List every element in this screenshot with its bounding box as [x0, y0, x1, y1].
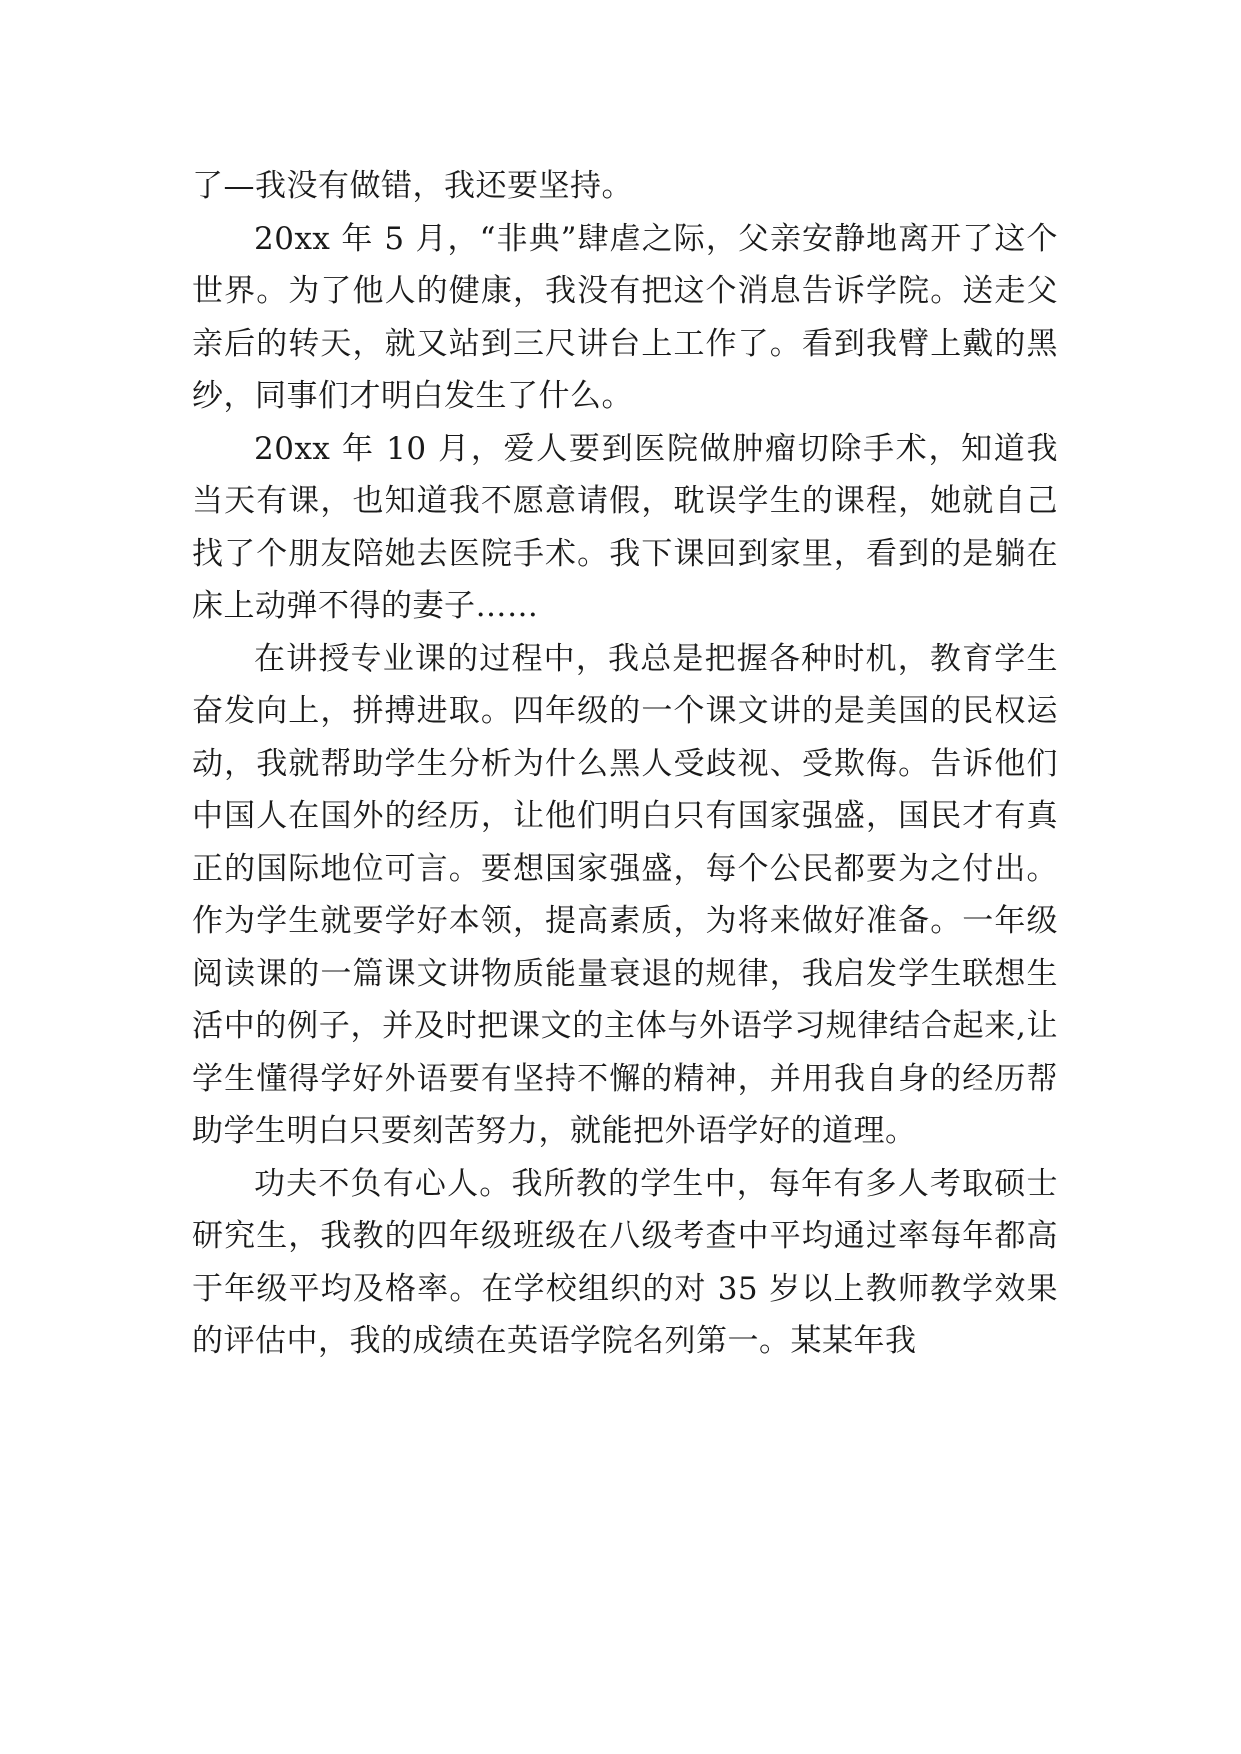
paragraph-3: 20xx 年 10 月，爱人要到医院做肿瘤切除手术，知道我当天有课，也知道我不愿意请假，耽误学生的课程，她就自己找了个朋友陪她去医院手术。我下课回到家里，看到的是躺在床上动弹不得的妻子…… [192, 430, 1058, 624]
paragraph-4: 在讲授专业课的过程中，我总是把握各种时机，教育学生奋发向上，拼搏进取。四年级的一个课文讲的是美国的民权运动，我就帮助学生分析为什么黑人受歧视、受欺侮。告诉他们中国人在国外的经历，让他们明白只有国家强盛，国民才有真正的国际地位可言。要想国家强盛，每个公民都要为之付出。作为学生就要学好本领，提高素质，为将来做好准备。一年级阅读课的一篇课文讲物质能量衰退的规律，我启发学生联想生活中的例子，并及时把课文的主体与外语学习规律结合起来,让学生懂得学好外语要有坚持不懈的精神，并用我自身的经历帮助学生明白只要刻苦努力，就能把外语学好的道理。 [192, 640, 1058, 1149]
paragraph-2: 20xx 年 5 月，“非典”肆虐之际，父亲安静地离开了这个世界。为了他人的健康，我没有把这个消息告诉学院。送走父亲后的转天，就又站到三尺讲台上工作了。看到我臂上戴的黑纱，同事们才明白发生了什么。 [192, 220, 1058, 414]
body-text [192, 160, 1058, 1368]
paragraph-5: 功夫不负有心人。我所教的学生中，每年有多人考取硕士研究生，我教的四年级班级在八级考查中平均通过率每年都高于年级平均及格率。在学校组织的对 35 岁以上教师教学效果的评估中，我的成绩在英语学院名列第一。某某年我 [192, 1165, 1058, 1359]
paragraph-1: 了—我没有做错，我还要坚持。 [192, 168, 633, 204]
